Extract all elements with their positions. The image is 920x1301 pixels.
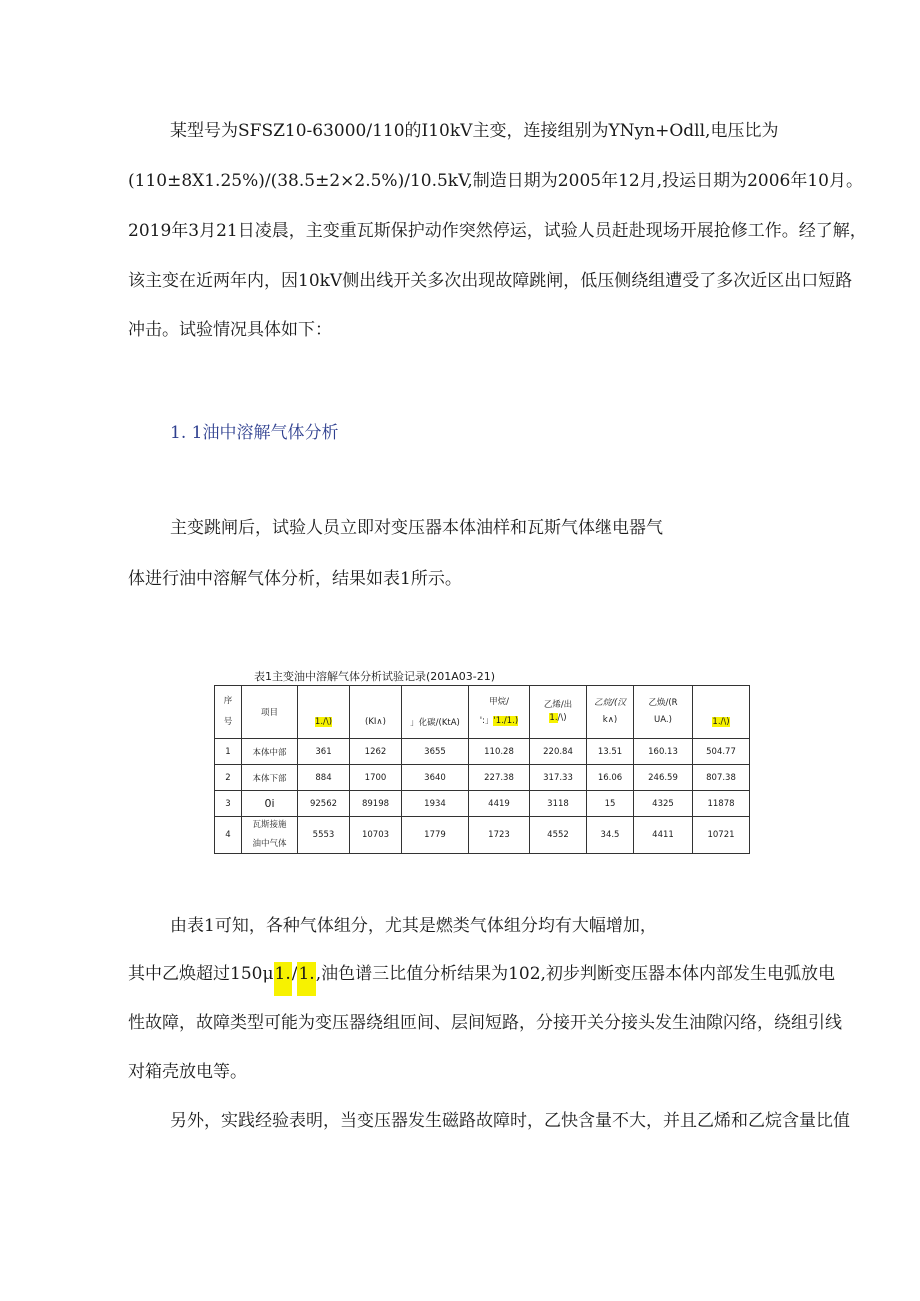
header-total: 1./\) bbox=[693, 686, 750, 739]
cell-seq: 2 bbox=[215, 765, 242, 791]
header-item: 项目 bbox=[242, 686, 298, 739]
intro-line-5: 冲击。试验情况具体如下： bbox=[128, 320, 332, 340]
cell-value: 807.38 bbox=[693, 765, 750, 791]
cell-value: 3640 bbox=[402, 765, 469, 791]
cell-value: 13.51 bbox=[587, 739, 634, 765]
cell-value: 4325 bbox=[634, 791, 693, 817]
cell-value: 317.33 bbox=[530, 765, 587, 791]
table-row bbox=[215, 765, 750, 791]
cell-value: 1262 bbox=[350, 739, 402, 765]
cell-value: 504.77 bbox=[693, 739, 750, 765]
para2-line-1: 主变跳闸后，试验人员立即对变压器本体油样和瓦斯气体继电器气 bbox=[170, 518, 663, 538]
cell-value: 89198 bbox=[350, 791, 402, 817]
table-row bbox=[215, 739, 750, 765]
para2-line-2: 体进行油中溶解气体分析，结果如表1所示。 bbox=[128, 569, 462, 589]
cell-value: 10703 bbox=[350, 817, 402, 854]
cell-value: 92562 bbox=[298, 791, 350, 817]
para4-line-1: 另外，实践经验表明，当变压器发生磁路故障时，乙快含量不大，并且乙烯和乙烷含量比值 bbox=[170, 1111, 850, 1131]
table-row bbox=[215, 817, 750, 854]
header-hydrogen: 1./\) bbox=[298, 686, 350, 739]
cell-item: 0i bbox=[242, 791, 298, 817]
cell-item: 瓦斯接施 油中气体 bbox=[242, 817, 298, 854]
cell-value: 10721 bbox=[693, 817, 750, 854]
table-caption: 表1主变油中溶解气体分析试验记录(201A03-21) bbox=[254, 670, 496, 683]
cell-value: 246.59 bbox=[634, 765, 693, 791]
cell-value: 15 bbox=[587, 791, 634, 817]
cell-value: 3655 bbox=[402, 739, 469, 765]
table-header-row bbox=[215, 686, 750, 739]
cell-seq: 3 bbox=[215, 791, 242, 817]
para3-line-4: 对箱壳放电等。 bbox=[128, 1062, 247, 1082]
header-seq: 序 号 bbox=[215, 686, 242, 739]
cell-value: 1779 bbox=[402, 817, 469, 854]
cell-item: 本体下部 bbox=[242, 765, 298, 791]
cell-seq: 1 bbox=[215, 739, 242, 765]
cell-value: 34.5 bbox=[587, 817, 634, 854]
cell-seq: 4 bbox=[215, 817, 242, 854]
header-ethylene: 乙烯/出 1./\) bbox=[530, 686, 587, 739]
header-acetylene: 乙焕/(R UA.) bbox=[634, 686, 693, 739]
cell-value: 160.13 bbox=[634, 739, 693, 765]
cell-value: 110.28 bbox=[469, 739, 530, 765]
intro-line-1: 某型号为SFSZ10-63000/110的I10kV主变，连接组别为YNyn+Odll,电压比为 bbox=[170, 121, 779, 141]
cell-value: 1700 bbox=[350, 765, 402, 791]
cell-value: 884 bbox=[298, 765, 350, 791]
table-row bbox=[215, 791, 750, 817]
header-co2: 」化碳/(KtA) bbox=[402, 686, 469, 739]
cell-value: 11878 bbox=[693, 791, 750, 817]
cell-value: 1934 bbox=[402, 791, 469, 817]
header-co: (KI∧) bbox=[350, 686, 402, 739]
cell-value: 4552 bbox=[530, 817, 587, 854]
cell-value: 4419 bbox=[469, 791, 530, 817]
cell-value: 361 bbox=[298, 739, 350, 765]
cell-value: 227.38 bbox=[469, 765, 530, 791]
para3-line-3: 性故障，故障类型可能为变压器绕组匝间、层间短路，分接开关分接头发生油隙闪络，绕组引线 bbox=[128, 1013, 842, 1033]
intro-line-4: 该主变在近两年内，因10kV侧出线开关多次出现故障跳闸，低压侧绕组遭受了多次近区出口短路 bbox=[128, 271, 853, 291]
intro-line-2: (110±8X1.25%)/(38.5±2×2.5%)/10.5kV,制造日期为2005年12月,投运日期为2006年10月。 bbox=[128, 171, 864, 191]
cell-value: 5553 bbox=[298, 817, 350, 854]
cell-value: 3118 bbox=[530, 791, 587, 817]
para3-line-2: 其中乙焕超过150μ1./1.,油色谱三比值分析结果为102,初步判断变压器本体内部发生电弧放电 bbox=[128, 962, 835, 986]
gas-analysis-table bbox=[214, 685, 750, 854]
cell-item: 本体中部 bbox=[242, 739, 298, 765]
cell-value: 220.84 bbox=[530, 739, 587, 765]
header-methane: 甲烷/ ':」'1./1.) bbox=[469, 686, 530, 739]
cell-value: 1723 bbox=[469, 817, 530, 854]
section-heading: 1. 1油中溶解气体分析 bbox=[170, 423, 339, 443]
cell-value: 4411 bbox=[634, 817, 693, 854]
para3-line-1: 由表1可知，各种气体组分，尤其是燃类气体组分均有大幅增加， bbox=[170, 916, 657, 936]
intro-line-3: 2019年3月21日凌晨，主变重瓦斯保护动作突然停运，试验人员赶赴现场开展抢修工作。经了解， bbox=[128, 221, 867, 241]
cell-value: 16.06 bbox=[587, 765, 634, 791]
header-ethane: 乙烷/(汉 k∧) bbox=[587, 686, 634, 739]
